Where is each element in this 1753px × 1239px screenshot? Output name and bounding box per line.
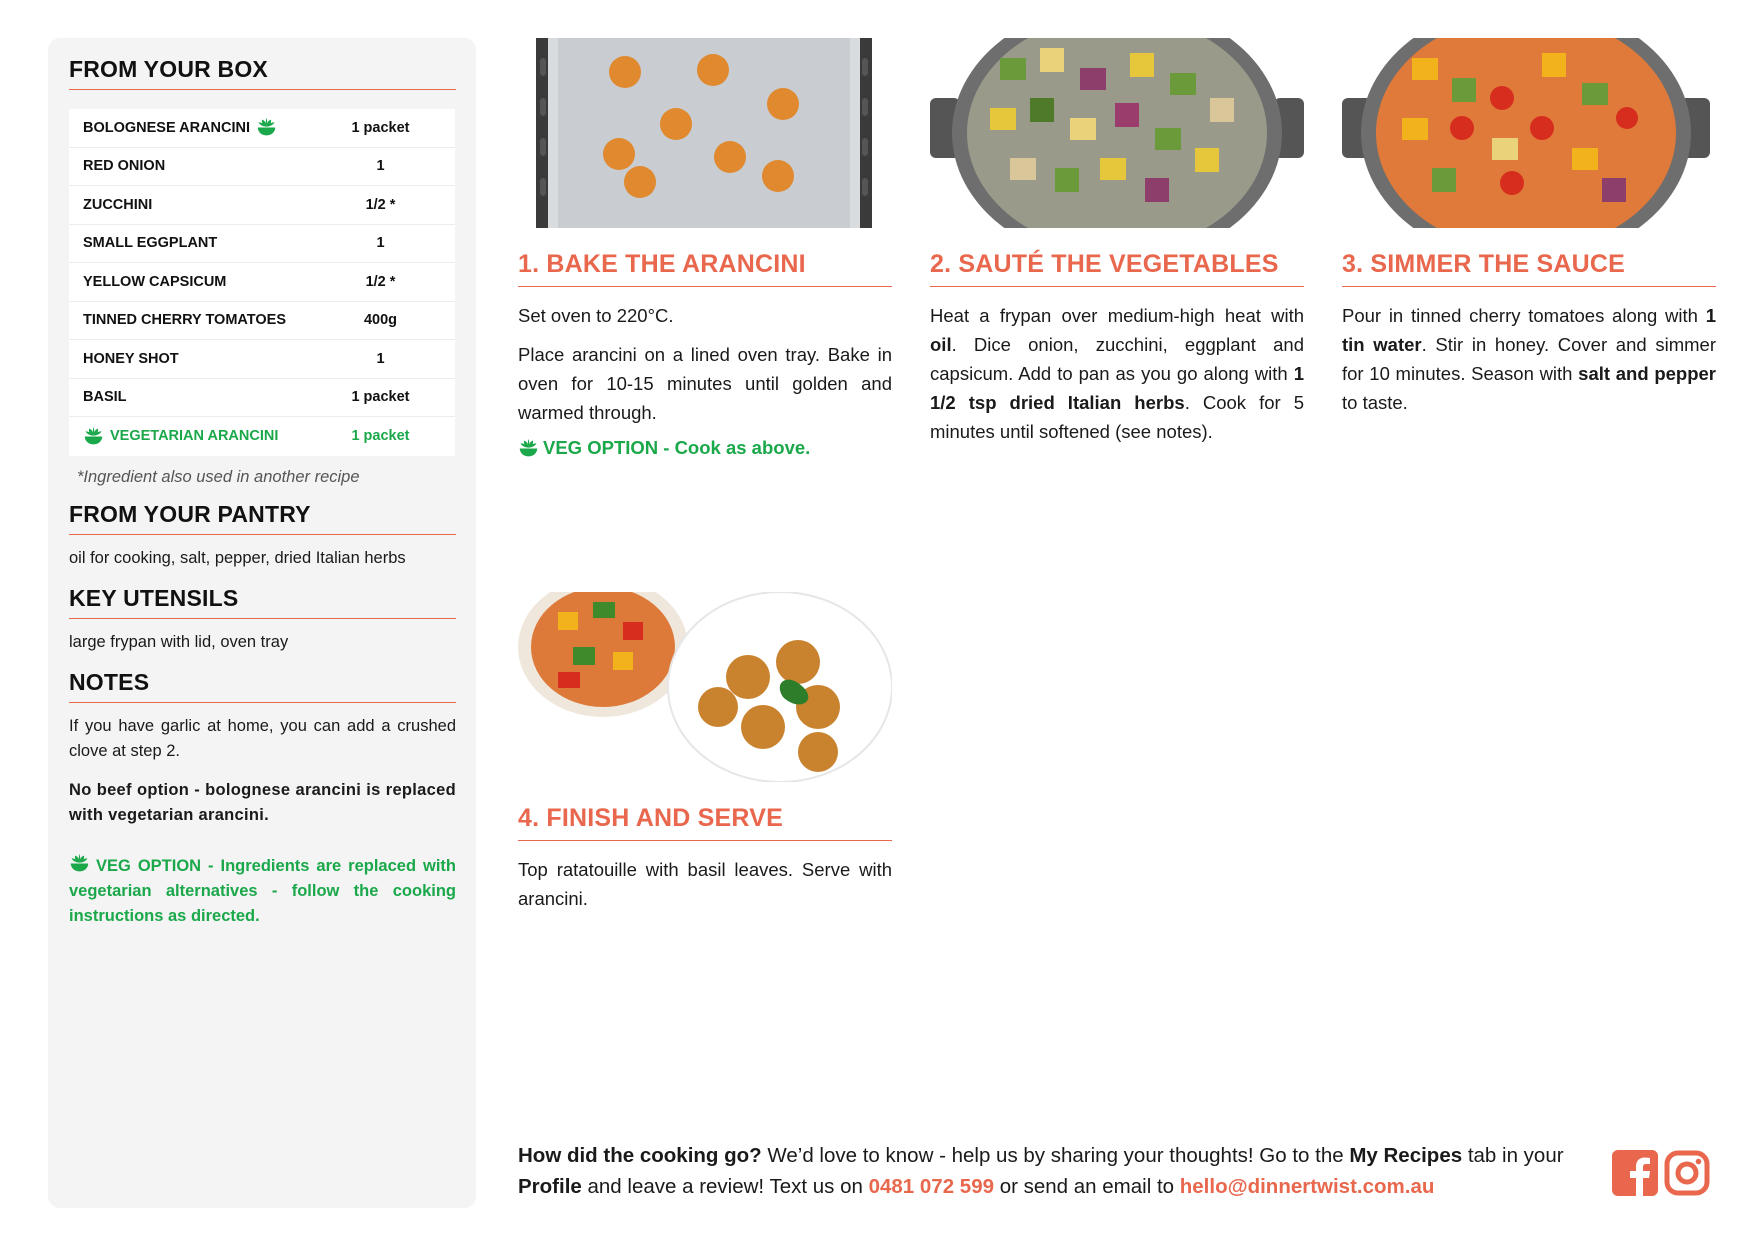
notes-section <box>69 669 456 929</box>
step-1-veg: VEG OPTION - Cook as above. <box>543 437 811 458</box>
ingredient-name: TINNED CHERRY TOMATOES <box>83 312 287 329</box>
ingredient-row <box>69 302 455 341</box>
ingredient-row-veg <box>69 417 455 456</box>
notes-garlic: If you have garlic at home, you can add a crushed clove at step 2. <box>69 716 456 760</box>
ingredient-name: VEGETARIAN ARANCINI <box>110 428 279 445</box>
notes-veg: VEG OPTION - Ingredients are replaced with vegetarian alternatives - follow the cooking instructions as directed. <box>69 856 456 925</box>
step-1-p2: Place arancini on a lined oven tray. Bake in oven for 10-15 minutes until golden and warmed through. <box>518 344 892 423</box>
step-2-text: Heat a frypan over medium-high heat with <box>930 305 1304 326</box>
ingredient-qty: 1 <box>376 350 385 367</box>
ingredient-row <box>69 379 455 418</box>
step-3-text: . Stir in honey. Cover and simmer for 10 minutes. Season with <box>1342 334 1716 384</box>
step-1-photo <box>518 38 892 228</box>
step-3-title: 3. SIMMER THE SAUCE <box>1342 250 1716 287</box>
notes-no-beef: No beef option - bolognese arancini is replaced with vegetarian arancini. <box>69 780 456 824</box>
step-2 <box>930 38 1304 446</box>
veg-bowl-icon <box>69 853 90 874</box>
footer-text: or send an email to <box>994 1175 1180 1198</box>
ingredient-qty: 1/2 * <box>365 273 396 290</box>
pantry-text: oil for cooking, salt, pepper, dried Italian herbs <box>69 548 406 567</box>
ingredient-name: BOLOGNESE ARANCINI <box>83 119 251 136</box>
step-1 <box>518 38 892 459</box>
step-4-text: Top ratatouille with basil leaves. Serve with arancini. <box>518 859 892 909</box>
pantry-section <box>69 501 456 571</box>
step-3-text: Pour in tinned cherry tomatoes along with <box>1342 305 1706 326</box>
step-2-bold: oil <box>930 334 952 355</box>
step-4-body <box>518 855 892 913</box>
ingredient-row <box>69 263 455 302</box>
step-3-photo <box>1342 38 1716 228</box>
step-1-p1: Set oven to 220°C. <box>518 305 674 326</box>
ingredient-qty: 1/2 * <box>365 196 396 213</box>
footer-text: and leave a review! Text us on <box>581 1175 869 1198</box>
step-2-text: . Cook for 5 minutes until softened (see notes). <box>930 392 1304 442</box>
step-3 <box>1342 38 1716 417</box>
step-3-bold: 1 tin water <box>1342 305 1716 355</box>
ingredient-qty: 1 packet <box>351 428 410 445</box>
footer-question: How did the cooking go? <box>518 1144 762 1167</box>
ingredient-name: BASIL <box>83 389 127 406</box>
ingredient-name: RED ONION <box>83 158 166 175</box>
ingredient-row <box>69 340 455 379</box>
ingredient-qty: 400g <box>363 312 398 329</box>
footer-text: We’d love to know - help us by sharing your thoughts! Go to the <box>761 1144 1350 1167</box>
ingredient-name: HONEY SHOT <box>83 350 179 367</box>
ingredient-name: YELLOW CAPSICUM <box>83 273 227 290</box>
pantry-title: FROM YOUR PANTRY <box>69 501 456 535</box>
ingredient-row <box>69 148 455 187</box>
footer-email-link[interactable]: hello@dinnertwist.com.au <box>1179 1175 1435 1198</box>
utensils-text: large frypan with lid, oven tray <box>69 632 289 651</box>
utensils-section <box>69 585 456 655</box>
step-3-bold: salt and pepper <box>1578 363 1716 384</box>
box-title: FROM YOUR BOX <box>69 56 456 90</box>
instagram-icon[interactable] <box>1664 1150 1710 1196</box>
step-3-body <box>1342 301 1716 417</box>
step-3-text: to taste. <box>1342 392 1408 413</box>
step-1-title: 1. BAKE THE ARANCINI <box>518 250 892 287</box>
utensils-title: KEY UTENSILS <box>69 585 456 619</box>
ingredient-qty: 1 <box>376 235 385 252</box>
veg-bowl-icon <box>518 438 539 459</box>
ingredient-name: ZUCCHINI <box>83 196 153 213</box>
footer-profile: Profile <box>518 1175 582 1198</box>
feedback-footer <box>518 1140 1568 1202</box>
step-2-text: . Dice onion, zucchini, eggplant and capsicum. Add to pan as you go along with <box>930 334 1304 384</box>
footer-text: tab in your <box>1462 1144 1564 1167</box>
footer-phone-link[interactable]: 0481 072 599 <box>868 1175 994 1198</box>
ingredient-qty: 1 <box>376 158 385 175</box>
step-2-photo <box>930 38 1304 228</box>
facebook-icon[interactable] <box>1612 1150 1658 1196</box>
veg-bowl-icon <box>83 426 104 447</box>
veg-bowl-icon <box>256 117 277 138</box>
ingredient-qty: 1 packet <box>351 119 410 136</box>
ingredient-name: SMALL EGGPLANT <box>83 235 218 252</box>
footer-my-recipes: My Recipes <box>1349 1144 1463 1167</box>
ingredients-table <box>69 109 455 456</box>
ingredient-footnote: *Ingredient also used in another recipe <box>77 467 360 486</box>
ingredient-row <box>69 225 455 264</box>
ingredient-row <box>69 109 455 148</box>
notes-title: NOTES <box>69 669 456 703</box>
step-2-title: 2. SAUTÉ THE VEGETABLES <box>930 250 1304 287</box>
step-1-body <box>518 301 892 427</box>
ingredients-panel <box>48 38 476 1208</box>
step-4-photo <box>518 592 892 782</box>
step-4 <box>518 592 892 913</box>
step-2-bold: 1 1/2 tsp dried Italian herbs <box>930 363 1304 413</box>
step-2-body <box>930 301 1304 446</box>
ingredient-row <box>69 186 455 225</box>
ingredient-qty: 1 packet <box>351 389 410 406</box>
step-4-title: 4. FINISH AND SERVE <box>518 804 892 841</box>
